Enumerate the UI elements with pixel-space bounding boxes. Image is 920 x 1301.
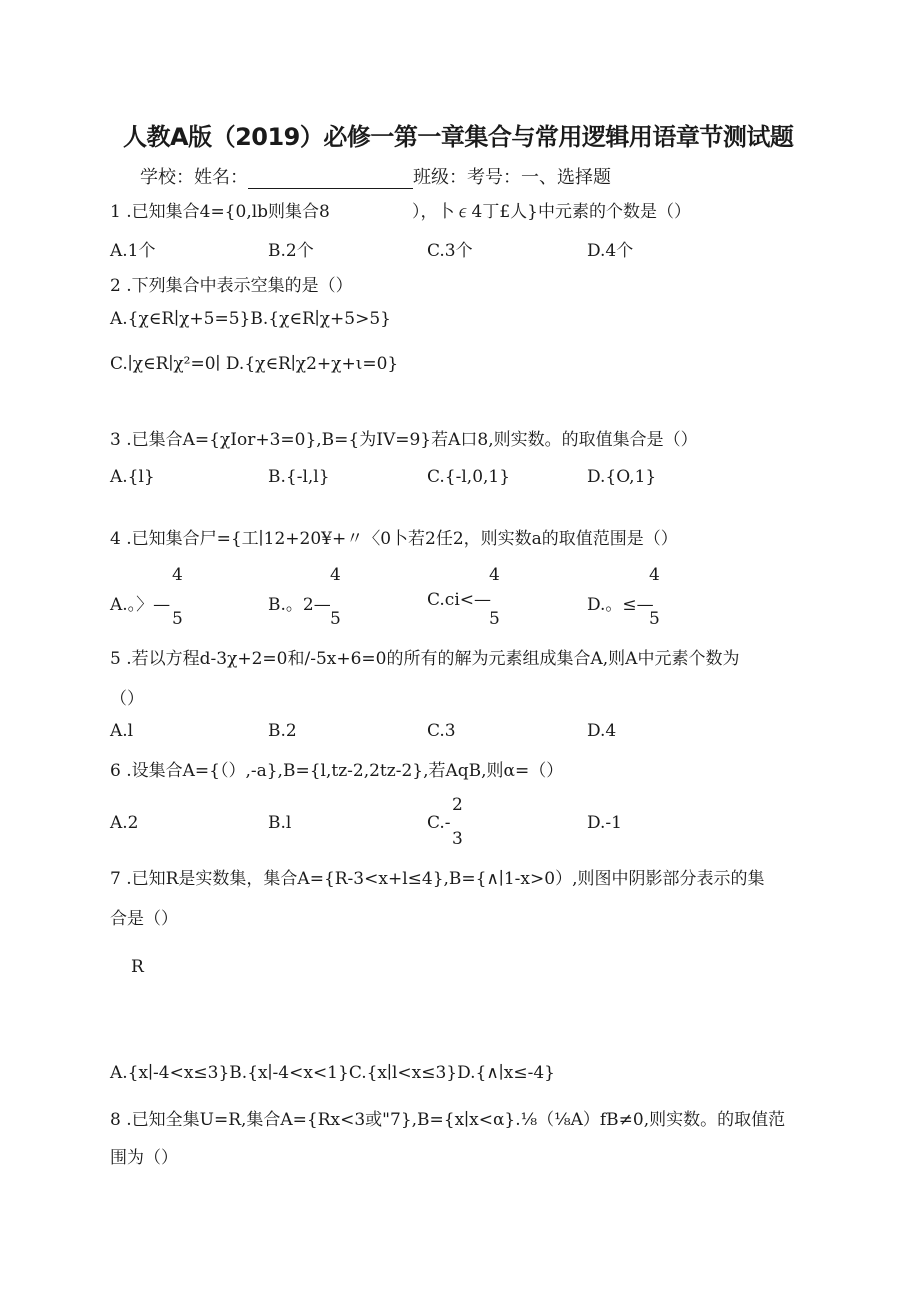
question-2-stem: 2 .下列集合中表示空集的是（） xyxy=(110,276,353,296)
question-6-option-c: C.- xyxy=(427,813,451,833)
question-1-option-c: C.3个 xyxy=(427,241,473,261)
question-1-option-a: A.1个 xyxy=(110,241,156,261)
question-4-b-numerator: 4 xyxy=(330,565,341,585)
question-3-option-a: A.{l} xyxy=(110,467,155,487)
question-8-stem-cont: 围为（） xyxy=(110,1148,178,1168)
question-4-d-numerator: 4 xyxy=(649,565,660,585)
question-5-option-a: A.l xyxy=(110,721,134,741)
question-4-stem: 4 .已知集合尸={工∣12+20¥+〃〈0卜若2任2，则实数a的取值范围是（） xyxy=(110,529,678,549)
question-3-stem: 3 .已集合A={χIor+3=0},B={为IV=9}若A口8,则实数。的取值集合是（） xyxy=(110,430,698,450)
question-5-option-d: D.4 xyxy=(587,721,617,741)
question-6-option-a: A.2 xyxy=(110,813,139,833)
question-2-options-ab: A.{χ∈R∣χ+5=5}B.{χ∈R∣χ+5>5} xyxy=(110,309,391,329)
question-1-stem-b: ），卜∊4丁£人}中元素的个数是（） xyxy=(412,202,691,222)
question-4-a-denominator: 5 xyxy=(172,609,183,629)
question-4-c-denominator: 5 xyxy=(489,609,500,629)
question-5-stem: 5 .若以方程d-3χ+2=0和/-5x+6=0的所有的解为元素组成集合A,则A中元素个数为 xyxy=(110,649,740,669)
question-6-c-denominator: 3 xyxy=(452,829,463,849)
page-title: 人教A版（2019）必修一第一章集合与常用逻辑用语章节测试题 xyxy=(123,123,794,151)
question-5-option-b: B.2 xyxy=(268,721,297,741)
question-7-figure-label: R xyxy=(131,957,144,977)
question-6-stem: 6 .设集合A={（）,-a},B={l,tz-2,2tz-2},若AqB,则α=（） xyxy=(110,761,564,781)
question-3-option-c: C.{-l,0,1} xyxy=(427,467,511,487)
student-info-line xyxy=(140,163,611,189)
question-4-option-d: D.。≤— xyxy=(587,595,654,615)
question-3-option-b: B.{-l,l} xyxy=(268,467,330,487)
question-6-option-b: B.l xyxy=(268,813,292,833)
question-1-stem-a: 1 .已知集合4={0,lb则集合8 xyxy=(110,202,330,222)
question-4-a-numerator: 4 xyxy=(172,565,183,585)
question-1-option-d: D.4个 xyxy=(587,241,634,261)
name-blank xyxy=(248,170,413,189)
question-2-options-cd: C.∣χ∈R∣χ²=0∣ D.{χ∈R∣χ2+χ+ι=0} xyxy=(110,354,399,374)
question-4-c-numerator: 4 xyxy=(489,565,500,585)
class-number-label: 班级：考号：一、选择题 xyxy=(413,167,611,188)
question-4-b-denominator: 5 xyxy=(330,609,341,629)
question-8-stem: 8 .已知全集U=R,集合A={Rx<3或"7},B={x∣x<α}.⅛（⅛A）fB≠0,则实数。的取值范 xyxy=(110,1110,786,1130)
question-4-option-a: A.。〉— xyxy=(110,595,171,615)
question-5-stem-cont: （） xyxy=(110,689,144,709)
question-6-option-d: D.-1 xyxy=(587,813,622,833)
school-name-label: 学校：姓名： xyxy=(140,167,248,188)
question-4-option-c: C.ci<— xyxy=(427,590,492,610)
question-5-option-c: C.3 xyxy=(427,721,456,741)
question-3-option-d: D.{O,1} xyxy=(587,467,657,487)
question-6-c-numerator: 2 xyxy=(452,795,463,815)
question-7-options: A.{x∣-4<x≤3}B.{x∣-4<x<1}C.{x∣l<x≤3}D.{∧∣x≤-4} xyxy=(110,1063,555,1083)
question-7-stem-cont: 合是（） xyxy=(110,909,178,929)
question-4-option-b: B.。2— xyxy=(268,595,331,615)
question-7-stem: 7 .已知R是实数集，集合A={R-3<x+l≤4},B={∧∣1-x>0）,则图中阴影部分表示的集 xyxy=(110,869,765,889)
question-1-option-b: B.2个 xyxy=(268,241,314,261)
question-4-d-denominator: 5 xyxy=(649,609,660,629)
